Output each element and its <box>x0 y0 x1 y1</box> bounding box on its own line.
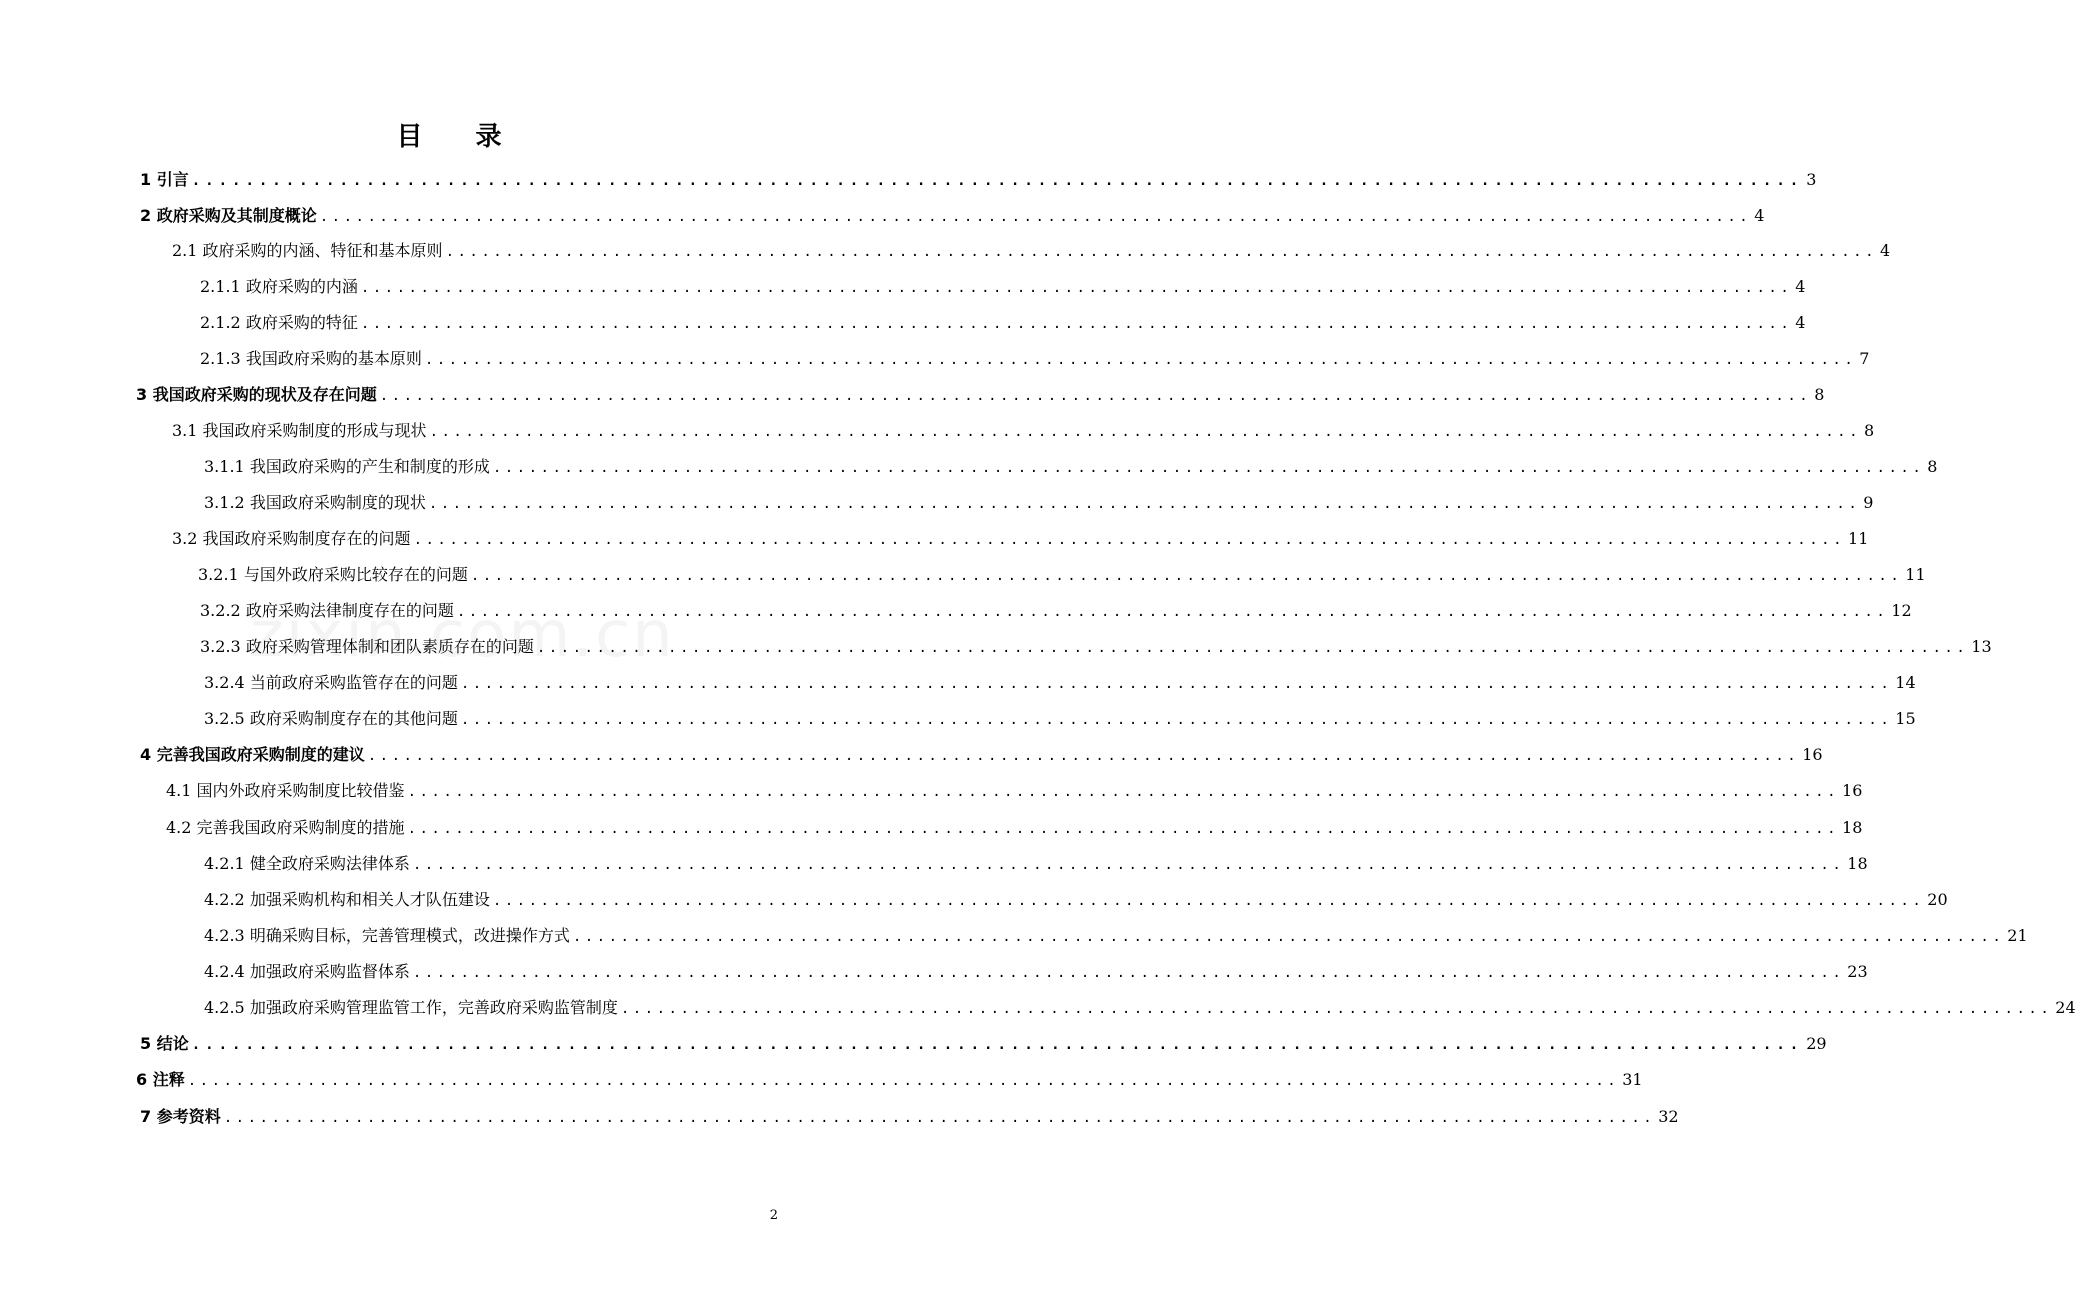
toc-entry-text: 明确采购目标，完善管理模式，改进操作方式 <box>249 926 570 945</box>
toc-entry-label <box>204 887 490 913</box>
toc-entry-page: 16 <box>1842 781 1863 800</box>
toc-entry-page: 18 <box>1847 854 1868 873</box>
toc-entry-label <box>172 238 443 264</box>
toc-entry-text: 我国政府采购制度的形成与现状 <box>202 421 427 440</box>
toc-dot-leader: ........................................................................................................................ <box>407 821 1840 837</box>
toc-entry-text: 参考资料 <box>156 1107 221 1126</box>
toc-entry-text: 政府采购及其制度概论 <box>156 206 317 225</box>
toc-entry[interactable] <box>140 1104 1679 1130</box>
toc-dot-leader: ........................................................................................................................ <box>492 893 1925 909</box>
toc-entry[interactable] <box>200 634 1992 660</box>
toc-entry-text: 我国政府采购制度存在的问题 <box>202 529 411 548</box>
toc-dot-leader: ........................................................................................................................ <box>360 280 1793 296</box>
toc-entry-label <box>204 851 410 877</box>
toc-entry[interactable] <box>200 598 1912 624</box>
toc-entry-label <box>140 167 189 193</box>
toc-entry-page: 24 <box>2055 998 2076 1017</box>
toc-entry-number: 3.2 <box>172 529 198 548</box>
toc-entry-number: 3.2.4 <box>204 673 245 692</box>
toc-entry-number: 3.2.2 <box>200 601 241 620</box>
toc-entry[interactable] <box>136 1067 1643 1093</box>
toc-entry-page: 23 <box>1847 962 1868 981</box>
toc-entry-label <box>200 274 358 300</box>
toc-entry-text: 我国政府采购的产生和制度的形成 <box>249 457 490 476</box>
toc-dot-leader: ........................................................................................................................ <box>367 748 1800 764</box>
toc-entry-number: 2 <box>140 206 152 225</box>
toc-entry-page: 4 <box>1795 313 1806 332</box>
toc-entry[interactable] <box>204 959 1868 985</box>
toc-dot-leader: ........................................................................................................................ <box>413 532 1846 548</box>
toc-entry[interactable] <box>200 346 1870 372</box>
toc-entry-page: 31 <box>1622 1070 1643 1089</box>
toc-entry-text: 与国外政府采购比较存在的问题 <box>243 565 468 584</box>
toc-dot-leader: ........................................................................................................................ <box>360 316 1793 332</box>
toc-entry-text: 政府采购制度存在的其他问题 <box>249 709 458 728</box>
toc-entry-number: 4.2.5 <box>204 998 245 1017</box>
toc-dot-leader: ........................................................................................................................ <box>456 604 1889 620</box>
toc-entry-number: 2.1.1 <box>200 277 241 296</box>
toc-entry-label <box>136 1067 185 1093</box>
toc-dot-leader: ........................................................................................................................ <box>412 857 1845 873</box>
toc-entry-text: 结论 <box>156 1034 189 1053</box>
toc-entry-label <box>200 634 534 660</box>
toc-entry[interactable] <box>166 815 1863 841</box>
toc-title: 目 录 <box>396 122 524 152</box>
toc-dot-leader: ........................................................................................................................ <box>470 568 1903 584</box>
toc-entry[interactable] <box>140 1031 1827 1057</box>
toc-entry-text: 政府采购管理体制和团队素质存在的问题 <box>245 637 534 656</box>
toc-entry-number: 2.1.3 <box>200 349 241 368</box>
toc-entry-page: 8 <box>1814 385 1825 404</box>
toc-entry-label <box>140 1104 221 1130</box>
toc-entry-label <box>200 310 358 336</box>
toc-entry[interactable] <box>204 454 1938 480</box>
toc-entry-number: 3 <box>136 385 148 404</box>
toc-entry-page: 29 <box>1806 1034 1827 1053</box>
toc-entry-number: 5 <box>140 1034 152 1053</box>
toc-entry-page: 7 <box>1859 349 1870 368</box>
toc-entry-page: 18 <box>1842 818 1863 837</box>
toc-entry-page: 13 <box>1971 637 1992 656</box>
toc-entry-label <box>204 490 426 516</box>
toc-entry-number: 3.1.1 <box>204 457 245 476</box>
toc-dot-leader: ........................................................................................................................ <box>572 929 2005 945</box>
toc-entry-label <box>166 815 405 841</box>
toc-entry[interactable] <box>204 995 2076 1021</box>
toc-entry-text: 我国政府采购的基本原则 <box>245 349 422 368</box>
toc-entry-number: 3.2.1 <box>198 565 239 584</box>
toc-entry-label <box>172 418 427 444</box>
toc-dot-leader: ........................................................................................................................ <box>492 460 1925 476</box>
toc-dot-leader: ........................................................................................................................ <box>620 1001 2053 1017</box>
toc-entry[interactable] <box>166 778 1863 804</box>
toc-dot-leader: ........................................................................................................................ <box>187 1073 1620 1089</box>
toc-entry-text: 政府采购的内涵 <box>245 277 358 296</box>
toc-entry[interactable] <box>198 562 1926 588</box>
toc-entry[interactable] <box>172 526 1869 552</box>
toc-dot-leader: ........................................................................................................................ <box>424 352 1857 368</box>
toc-dot-leader: ........................................................................................................................ <box>191 173 1804 189</box>
toc-entry-label <box>204 923 570 949</box>
toc-entry-label <box>200 346 422 372</box>
toc-entry-label <box>198 562 468 588</box>
toc-dot-leader: ........................................................................................................................ <box>445 244 1878 260</box>
toc-entry-page: 16 <box>1802 745 1823 764</box>
toc-entry-page: 11 <box>1905 565 1926 584</box>
toc-entry-page: 9 <box>1863 493 1874 512</box>
toc-entry-page: 32 <box>1658 1107 1679 1126</box>
toc-entry-page: 21 <box>2007 926 2028 945</box>
toc-entry-label <box>172 526 411 552</box>
toc-entry-number: 7 <box>140 1107 152 1126</box>
toc-entry-number: 3.2.3 <box>200 637 241 656</box>
toc-entry[interactable] <box>136 382 1825 408</box>
toc-entry-page: 15 <box>1895 709 1916 728</box>
toc-entry-label <box>136 382 377 408</box>
toc-entry-page: 4 <box>1754 206 1765 225</box>
toc-entry-page: 20 <box>1927 890 1948 909</box>
toc-entry[interactable] <box>204 887 1948 913</box>
toc-entry-text: 加强政府采购管理监管工作，完善政府采购监管制度 <box>249 998 618 1017</box>
toc-entry-text: 完善我国政府采购制度的措施 <box>196 818 405 837</box>
toc-entry-page: 14 <box>1895 673 1916 692</box>
toc-entry-text: 政府采购法律制度存在的问题 <box>245 601 454 620</box>
toc-entry[interactable] <box>204 670 1916 696</box>
toc-entry-number: 4.2.4 <box>204 962 245 981</box>
toc-entry-label <box>140 203 317 229</box>
toc-entry-label <box>140 742 365 768</box>
toc-entry[interactable] <box>172 238 1891 264</box>
toc-entry-label <box>204 454 490 480</box>
toc-entry-number: 6 <box>136 1070 148 1089</box>
toc-entry-page: 8 <box>1927 457 1938 476</box>
toc-dot-leader: ........................................................................................................................ <box>407 784 1840 800</box>
toc-entry-page: 8 <box>1864 421 1875 440</box>
toc-dot-leader: ........................................................................................................................ <box>379 388 1812 404</box>
toc-entry-label <box>166 778 405 804</box>
toc-entry-text: 我国政府采购制度的现状 <box>249 493 426 512</box>
toc-entry[interactable] <box>172 418 1875 444</box>
toc-entry-text: 当前政府采购监管存在的问题 <box>249 673 458 692</box>
toc-entry-page: 4 <box>1795 277 1806 296</box>
toc-dot-leader: ........................................................................................................................ <box>191 1037 1804 1053</box>
toc-entry[interactable] <box>140 167 1817 193</box>
toc-entry-number: 4.2.1 <box>204 854 245 873</box>
toc-entry-label <box>204 959 410 985</box>
toc-dot-leader: ........................................................................................................................ <box>429 424 1862 440</box>
toc-entry-number: 3.1.2 <box>204 493 245 512</box>
toc-entry-label <box>200 598 454 624</box>
toc-entry-number: 4.2.3 <box>204 926 245 945</box>
toc-entry-number: 4.1 <box>166 781 192 800</box>
toc-entry-label <box>140 1031 189 1057</box>
toc-entry-number: 1 <box>140 170 152 189</box>
page-number: 2 <box>769 1208 778 1223</box>
toc-entry-text: 加强政府采购监督体系 <box>249 962 410 981</box>
toc-entry-label <box>204 995 618 1021</box>
toc-entry-page: 11 <box>1848 529 1869 548</box>
toc-entry[interactable] <box>204 851 1868 877</box>
toc-dot-leader: ........................................................................................................................ <box>536 640 1969 656</box>
toc-dot-leader: ........................................................................................................................ <box>319 209 1752 225</box>
toc-entry-page: 3 <box>1806 170 1817 189</box>
toc-entry[interactable] <box>140 203 1765 229</box>
toc-entry-text: 政府采购的内涵、特征和基本原则 <box>202 241 443 260</box>
toc-dot-leader: ........................................................................................................................ <box>460 676 1893 692</box>
toc-entry-page: 4 <box>1880 241 1891 260</box>
toc-dot-leader: ........................................................................................................................ <box>428 496 1861 512</box>
toc-entry-page: 12 <box>1891 601 1912 620</box>
toc-entry[interactable] <box>200 274 1806 300</box>
toc-entry-number: 3.2.5 <box>204 709 245 728</box>
toc-entry[interactable] <box>204 706 1916 732</box>
toc-entry-text: 加强采购机构和相关人才队伍建设 <box>249 890 490 909</box>
toc-entry-text: 引言 <box>156 170 189 189</box>
toc-dot-leader: ........................................................................................................................ <box>412 965 1845 981</box>
toc-entry-number: 4.2 <box>166 818 192 837</box>
toc-entry-number: 4 <box>140 745 152 764</box>
toc-entry-number: 4.2.2 <box>204 890 245 909</box>
toc-entry-number: 2.1 <box>172 241 198 260</box>
toc-dot-leader: ........................................................................................................................ <box>460 712 1893 728</box>
toc-entry-label <box>204 670 458 696</box>
toc-entry-text: 国内外政府采购制度比较借鉴 <box>196 781 405 800</box>
toc-entry[interactable] <box>204 490 1874 516</box>
toc-entry-number: 2.1.2 <box>200 313 241 332</box>
toc-entry-text: 我国政府采购的现状及存在问题 <box>152 385 377 404</box>
toc-entry[interactable] <box>204 923 2028 949</box>
toc-entry[interactable] <box>140 742 1823 768</box>
toc-entry-text: 完善我国政府采购制度的建议 <box>156 745 365 764</box>
toc-entry-text: 政府采购的特征 <box>245 313 358 332</box>
toc-entry-text: 健全政府采购法律体系 <box>249 854 410 873</box>
toc-dot-leader: ........................................................................................................................ <box>223 1110 1656 1126</box>
toc-entry-number: 3.1 <box>172 421 198 440</box>
toc-entry[interactable] <box>200 310 1806 336</box>
toc-entry-text: 注释 <box>152 1070 185 1089</box>
toc-entry-label <box>204 706 458 732</box>
